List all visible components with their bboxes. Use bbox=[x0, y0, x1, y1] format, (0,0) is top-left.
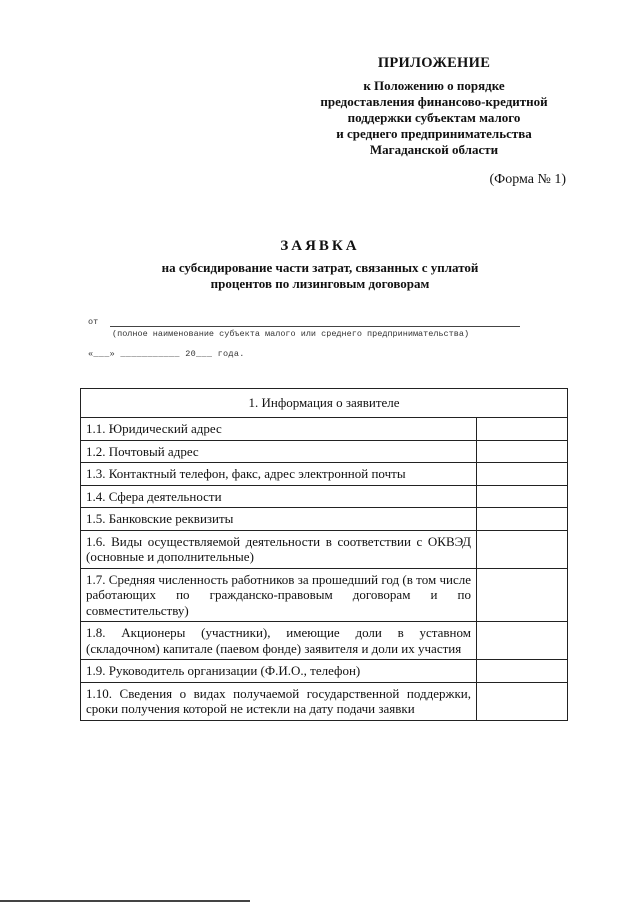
appendix-line: предоставления финансово-кредитной bbox=[320, 94, 548, 109]
row-value-cell[interactable] bbox=[477, 418, 568, 441]
table-row bbox=[81, 440, 568, 463]
row-value-cell[interactable] bbox=[477, 568, 568, 622]
row-value-cell[interactable] bbox=[477, 530, 568, 568]
row-label: 1.9. Руководитель организации (Ф.И.О., телефон) bbox=[81, 660, 477, 683]
appendix-heading: ПРИЛОЖЕНИЕ bbox=[377, 55, 491, 71]
appendix-line: поддержки субъектам малого bbox=[347, 110, 521, 125]
subtitle-line: на субсидирование части затрат, связанных с уплатой bbox=[161, 260, 479, 275]
table-row bbox=[81, 508, 568, 531]
row-label: 1.1. Юридический адрес bbox=[81, 418, 477, 441]
page-edge-divider bbox=[0, 900, 250, 902]
row-label: 1.10. Сведения о видах получаемой государственной поддержки, сроки получения которой не истекли на дату подачи заявки bbox=[81, 682, 477, 720]
subtitle-line: процентов по лизинговым договорам bbox=[210, 276, 430, 291]
document-subtitle bbox=[100, 260, 540, 292]
table-row bbox=[81, 485, 568, 508]
from-hint: (полное наименование субъекта малого или среднего предпринимательства) bbox=[112, 329, 470, 339]
applicant-name-field[interactable] bbox=[110, 326, 520, 327]
row-value-cell[interactable] bbox=[477, 682, 568, 720]
appendix-line: к Положению о порядке bbox=[363, 78, 505, 93]
table-row bbox=[81, 660, 568, 683]
appendix-line: Магаданской области bbox=[369, 142, 499, 157]
document-title: ЗАЯВКА bbox=[280, 238, 360, 254]
table-row bbox=[81, 568, 568, 622]
row-label: 1.6. Виды осуществляемой деятельности в соответствии с ОКВЭД (основные и дополнительные) bbox=[81, 530, 477, 568]
table-row bbox=[81, 463, 568, 486]
row-label: 1.8. Акционеры (участники), имеющие доли в уставном (складочном) капитале (паевом фонде) заявителя и доли их участия bbox=[81, 622, 477, 660]
row-value-cell[interactable] bbox=[477, 440, 568, 463]
row-label: 1.4. Сфера деятельности bbox=[81, 485, 477, 508]
appendix-line: и среднего предпринимательства bbox=[336, 126, 532, 141]
table-header: 1. Информация о заявителе bbox=[81, 389, 568, 418]
table-row bbox=[81, 418, 568, 441]
row-value-cell[interactable] bbox=[477, 622, 568, 660]
applicant-info-table bbox=[80, 388, 568, 721]
row-label: 1.5. Банковские реквизиты bbox=[81, 508, 477, 531]
table-row bbox=[81, 530, 568, 568]
appendix-block bbox=[300, 55, 568, 158]
row-label: 1.2. Почтовый адрес bbox=[81, 440, 477, 463]
table-row bbox=[81, 682, 568, 720]
row-value-cell[interactable] bbox=[477, 463, 568, 486]
table-row bbox=[81, 622, 568, 660]
row-label: 1.3. Контактный телефон, факс, адрес электронной почты bbox=[81, 463, 477, 486]
row-label: 1.7. Средняя численность работников за прошедший год (в том числе работающих по гражданско-правовым договорам и по совместительству) bbox=[81, 568, 477, 622]
from-label: от bbox=[88, 317, 99, 327]
form-number: (Форма № 1) bbox=[489, 172, 566, 187]
row-value-cell[interactable] bbox=[477, 660, 568, 683]
row-value-cell[interactable] bbox=[477, 508, 568, 531]
table-header-row bbox=[81, 389, 568, 418]
date-field[interactable]: «___» ___________ 20___ года. bbox=[88, 349, 245, 359]
row-value-cell[interactable] bbox=[477, 485, 568, 508]
